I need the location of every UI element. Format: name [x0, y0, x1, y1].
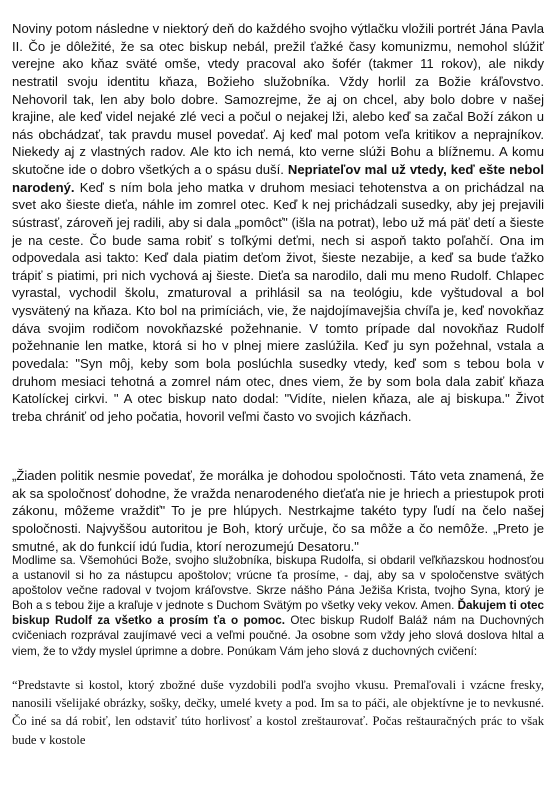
- bold-thanks: Ďakujem ti otec biskup Rudolf za všetko a prosím ťa o pomoc.: [12, 599, 544, 628]
- paragraph-text: Modlime sa. Všemohúci Bože, svojho služobníka, biskupa Rudolfa, si obdaril veľkňazskou hodnosťou a ustanovil si ho za nástupcu apoštolov; vrúcne ťa prosíme, - daj, aby sa v spoločenstve svätých apoštolov večne radoval v tvojom kráľovstve. Skrze nášho Pána Ježiša Krista, tvojho Syna, ktorý je Boh a s tebou žije a kraľuje v jednote s Duchom Svätým po všetky veky vekov. Amen.: [12, 554, 544, 613]
- paragraph-prayer: [12, 553, 544, 659]
- paragraph-text: Otec biskup Rudolf Baláž nám na Duchovných cvičeniach rozprával zaujímavé veci a veľmi poučné. Ja osobne som vždy jeho slová doslova hltal a viem, že to vždy myslel úprimne a dobre. Ponúkam Vám jeho slová z duchovných cvičení:: [12, 614, 544, 658]
- bold-statement: Nepriateľov mal už vtedy, keď ešte nebol narodený.: [12, 162, 544, 195]
- paragraph-biography: [12, 20, 544, 425]
- paragraph-retreat-quote: “Predstavte si kostol, ktorý zbožné duše vyzdobili podľa svojho vkusu. Premaľovali i vzácne fresky, nanosili všelijaké obrázky, sošky, dečky, umelé kvety a pod. Im sa to páči, ale objektívne je to nevkusné. Čo iné sa dá robiť, len odstaviť túto horlivosť a kostol zreštaurovať. Počas reštauračných prác to však bude v kostole: [12, 678, 544, 747]
- paragraph-text: Keď s ním bola jeho matka v druhom mesiaci tehotenstva a on prichádzal na svet ako šieste dieťa, náhle im zomrel otec. Keď k nej prichádzali susedky, aby jej prejavili sústrasť, zároveň jej radili, aby si dala „pomôcť" (išla na potrat), lebo už má päť detí a šieste je na ceste. Čo bude sama robiť s toľkými deťmi, nech si aspoň takto poľahčí. Ona im odpovedala asi takto: Keď dala piatim deťom život, šieste nezabije, a keď sa bude ťažko trápiť s piatimi, pri nich vychová aj šieste. Dieťa sa narodilo, dali mu meno Rudolf. Chlapec vyrastal, vychodil školu, zmaturoval a prihlásil sa na teológiu, kde vyštudoval a bol vysvätený na kňaza. Kto bol na primíciách, vie, že najdojímavejšia chvíľa je, keď novokňaz dáva svojim rodičom novokňazské požehnanie. V tomto prípade dal novokňaz Rudolf požehnanie len matke, ktorá si ho v plnej miere zaslúžila. Keď ju syn požehnal, vstala a povedala: "Syn môj, keby som bola poslúchla susedky vtedy, keď som s tebou bola v druhom mesiaci tehotná a zomrel nám otec, dnes viem, že by som bola dala zabiť kňaza Katolíckej cirkvi. " A otec biskup nato dodal: "Vidíte, nielen kňaza, ale aj biskupa." Život treba chrániť od jeho počatia, hovoril veľmi často vo svojich kázňach.: [12, 179, 544, 424]
- paragraph-text: Noviny potom následne v niektorý deň do každého svojho výtlačku vložili portrét Jána Pavla II. Čo je dôležité, že sa otec biskup nebál, prežil ťažké časy komunizmu, nemohol slúžiť verejne ako kňaz sväté omše, vtedy pracoval ako šofér (takmer 11 rokov), ale nikdy nestratil svoju identitu kňaza, Božieho služobníka. Vždy horlil za Božie kráľovstvo. Nehovoril tak, len aby bolo dobre. Samozrejme, že aj on chcel, aby bolo dobre v našej krajine, ale keď videl nejaké zlé veci a počul o nejakej lži, alebo keď sa začal Boží zákon u nás obchádzať, tak pravdu musel povedať. Aj keď mal potom veľa kritikov a neprajníkov. Niekedy aj z vlastných radov. Ale kto ich nemá, kto verne slúži Bohu a blížnemu. A komu skutočne ide o dobro všetkých a o spásu duší.: [12, 21, 544, 177]
- paragraph-quote-morality: „Žiaden politik nesmie povedať, že morálka je dohodou spoločnosti. Táto veta znamená, že ak sa spoločnosť dohodne, že vražda nenarodeného dieťaťa nie je hriech a priestupok proti zákonu, môžeme vraždiť" To je pre hlúpych. Nestrkajme takéto typy ľudí na čelo našej spoločnosti. Najvyššou autoritou je Boh, ktorý určuje, čo sa môže a čo nemôže. „Preto je smutné, ak do funkcií idú ľudia, ktorí nerozumejú Desatoru.": [12, 468, 544, 554]
